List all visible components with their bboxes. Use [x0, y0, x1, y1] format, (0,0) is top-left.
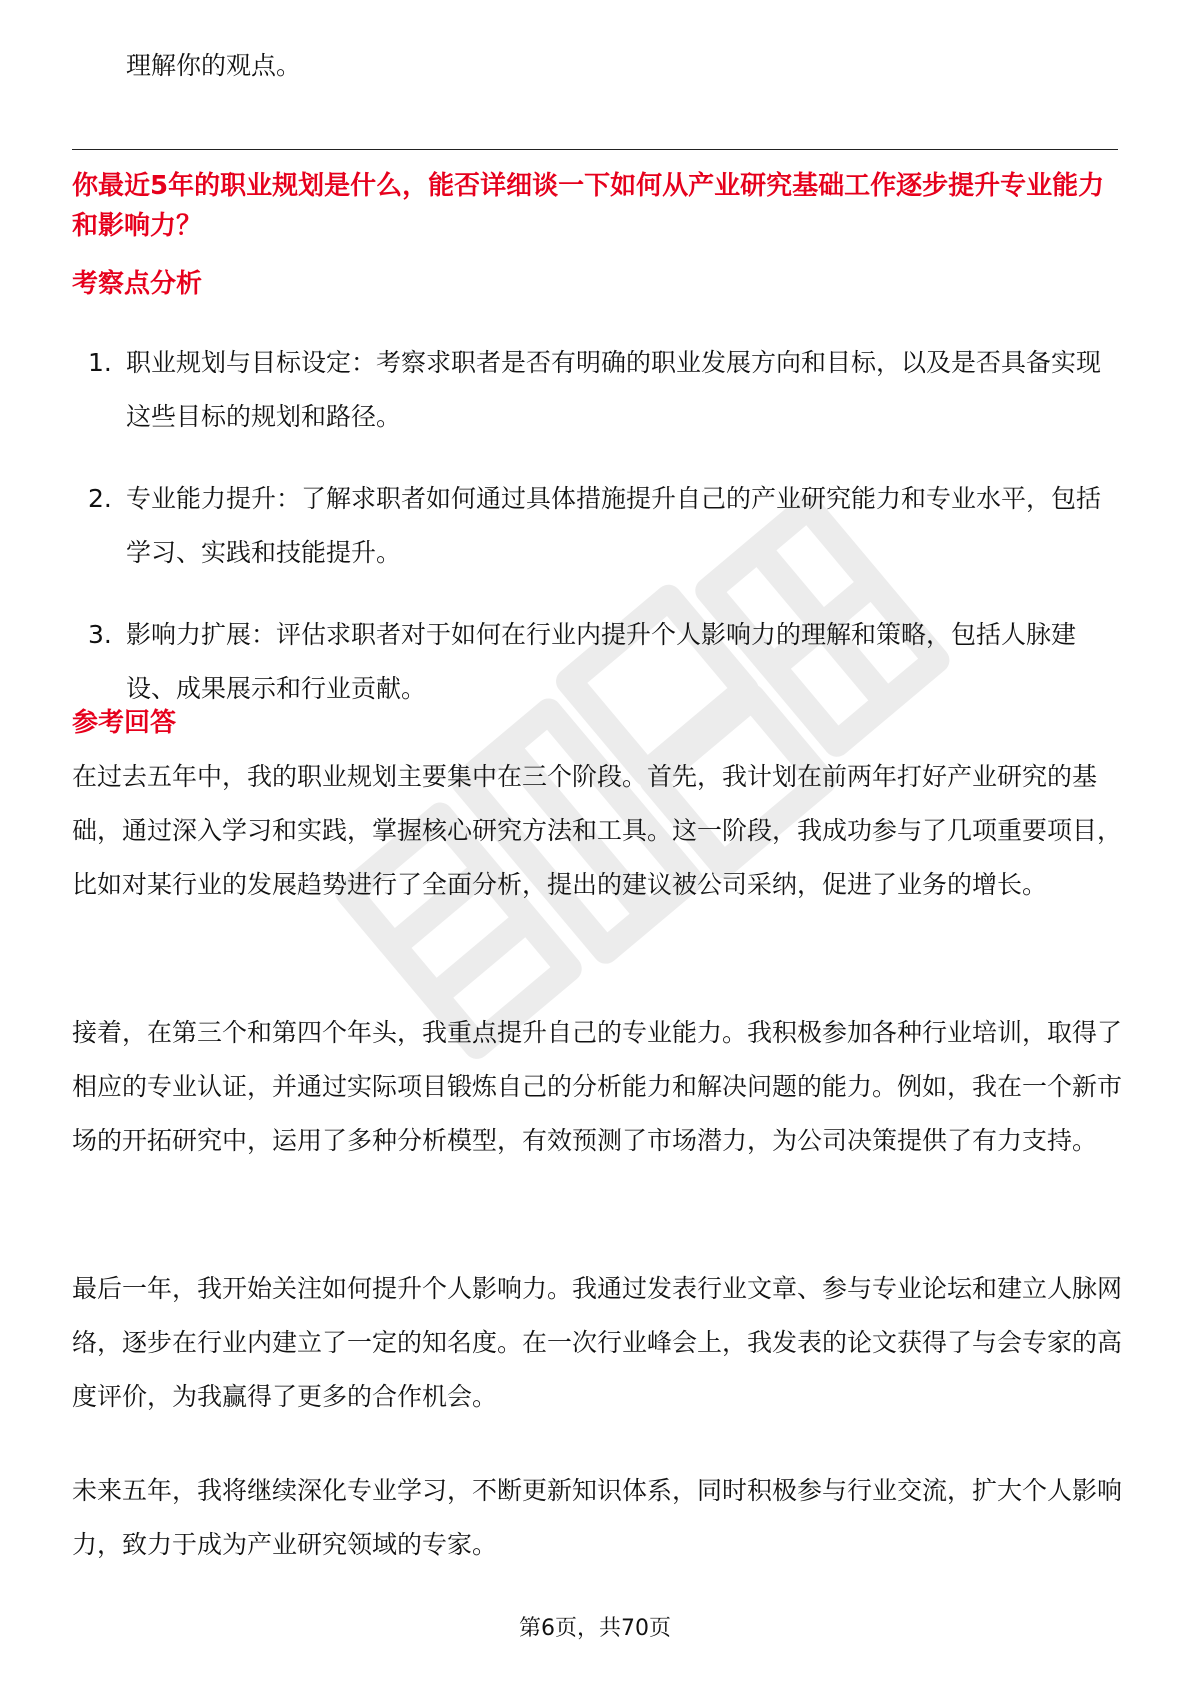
continuation-text: 理解你的观点。 [126, 51, 302, 80]
list-number: 2. [88, 484, 112, 513]
list-item-text: 职业规划与目标设定：考察求职者是否有明确的职业发展方向和目标，以及是否具备实现这些目标的规划和路径。 [126, 348, 1102, 431]
list-item [72, 472, 1122, 580]
analysis-points-list [72, 336, 1122, 744]
answer-paragraph: 在过去五年中，我的职业规划主要集中在三个阶段。首先，我计划在前两年打好产业研究的基础，通过深入学习和实践，掌握核心研究方法和工具。这一阶段，我成功参与了几项重要项目，比如对某行业的发展趋势进行了全面分析，提出的建议被公司采纳，促进了业务的增长。 [72, 762, 1123, 899]
analysis-heading: 考察点分析 [72, 269, 203, 299]
list-item-text: 专业能力提升：了解求职者如何通过具体措施提升自己的产业研究能力和专业水平，包括学习、实践和技能提升。 [126, 484, 1102, 567]
list-item-text: 影响力扩展：评估求职者对于如何在行业内提升个人影响力的理解和策略，包括人脉建设、成果展示和行业贡献。 [126, 620, 1077, 703]
list-item [72, 608, 1122, 716]
list-item [72, 336, 1122, 444]
list-number: 3. [88, 620, 112, 649]
answer-paragraph: 未来五年，我将继续深化专业学习，不断更新知识体系，同时积极参与行业交流，扩大个人影响力，致力于成为产业研究领域的专家。 [72, 1476, 1123, 1559]
page-number-footer: 第6页，共70页 [519, 1616, 671, 1641]
answer-paragraph: 最后一年，我开始关注如何提升个人影响力。我通过发表行业文章、参与专业论坛和建立人脉网络，逐步在行业内建立了一定的知名度。在一次行业峰会上，我发表的论文获得了与会专家的高度评价，为我赢得了更多的合作机会。 [72, 1274, 1123, 1411]
list-number: 1. [88, 348, 112, 377]
answer-heading: 参考回答 [72, 708, 177, 738]
question-title: 你最近5年的职业规划是什么，能否详细谈一下如何从产业研究基础工作逐步提升专业能力和影响力？ [72, 171, 1105, 241]
answer-section-header [72, 703, 176, 743]
section-divider [72, 149, 1118, 150]
answer-paragraph: 接着，在第三个和第四个年头，我重点提升自己的专业能力。我积极参加各种行业培训，取得了相应的专业认证，并通过实际项目锻炼自己的分析能力和解决问题的能力。例如，我在一个新市场的开拓研究中，运用了多种分析模型，有效预测了市场潜力，为公司决策提供了有力支持。 [72, 1018, 1123, 1155]
analysis-section-header [72, 264, 202, 304]
